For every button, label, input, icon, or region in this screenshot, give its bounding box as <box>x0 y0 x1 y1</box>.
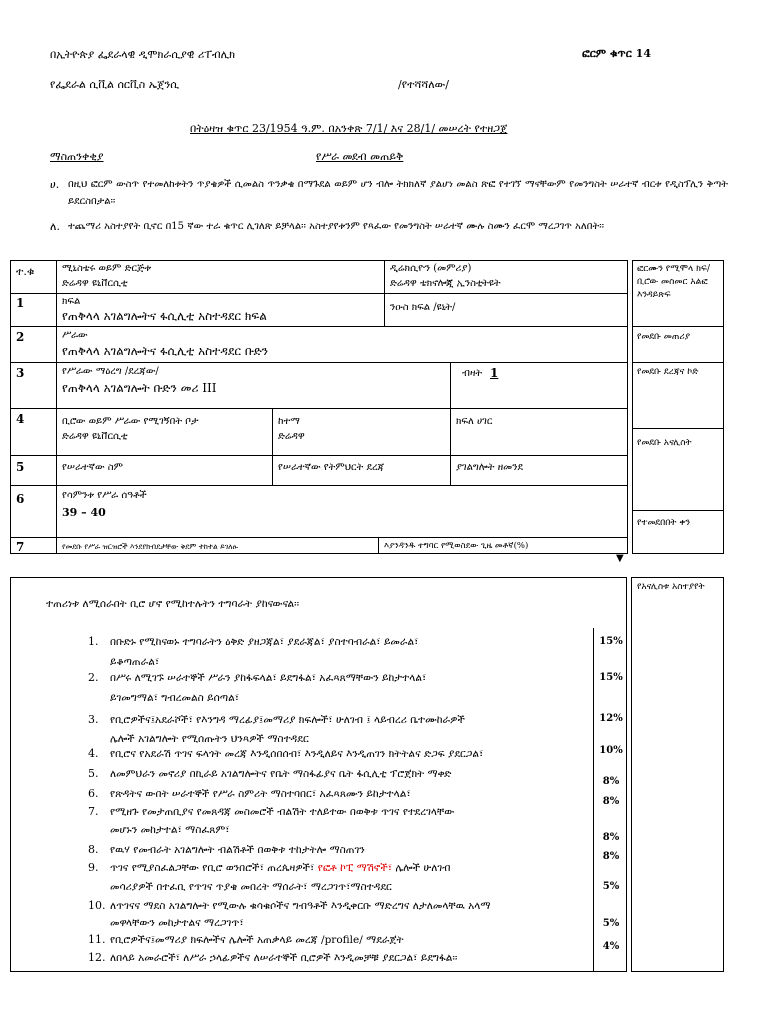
analyst-comment-column <box>631 577 724 972</box>
education-label: የሠራተኛው የትምህርት ደረጃ <box>278 462 385 473</box>
duty-8-percent: 8% <box>602 851 620 862</box>
duty-9-text-a: ጥገና የሚያስፈልጋቸው የቢሮ ወንበሮች፣ ጠረጴዛዎች፣ <box>110 862 315 874</box>
note-a-letter: ሀ. <box>50 178 60 191</box>
form-number: ፎርም ቁጥር 14 <box>582 47 651 60</box>
duty-8-number: 8. <box>88 843 99 856</box>
directorate-label: ዲሬክሲዮን (መምሪያ) <box>390 263 472 274</box>
weekly-hours-value: 39 – 40 <box>62 506 106 519</box>
duty-3-line-2: ሌሎች አገልግሎት የሚሰጡትን ህንጻዎች ማስተዳደር <box>110 733 309 745</box>
section-label: ክፍል <box>62 296 81 307</box>
duty-1-number: 1. <box>88 635 99 648</box>
duty-7-percent: 8% <box>602 832 620 843</box>
duties-header-label: የመደቡ የሥራ ዝርዝሮች እንደየክብደታቸው ቅደም ተከተል ይገለፁ <box>62 542 238 551</box>
city-label: ከተማ <box>278 416 300 427</box>
analyst-comment-label: የአናሊስቱ አስተያየት <box>637 582 705 592</box>
job-grade-value: የጠቅላላ አገልግሎት ቡድን መሪ III <box>62 381 217 395</box>
duties-intro: ተጠሪነቱ ለሚሰራበት ቢሮ ሆኖ የሚከተሉትን ተግባራት ያከናውናል፡፡ <box>46 598 300 610</box>
duty-5-percent: 8% <box>602 776 620 787</box>
continue-arrow-icon: ▼ <box>616 553 624 564</box>
grade-code-label: የመደቡ ደረጃና ኮድ <box>637 367 699 377</box>
duty-2-percent: 15% <box>599 672 623 683</box>
duty-6-number: 6. <box>88 787 99 800</box>
agency-name: የፌደራል ሲቪል ሰርቪስ ኤጀንሲ <box>50 78 180 91</box>
region-label: ክፍለ ሀገር <box>456 416 493 427</box>
location-value: ድሬዳዋ ዩኒቨርሲቲ <box>62 431 128 442</box>
analyst-label: የመደቡ አናሊስት <box>637 438 692 448</box>
duty-3-percent: 12% <box>599 713 623 724</box>
job-grade-label: የሥራው ማዕረግ /ደረጃው/ <box>62 366 159 377</box>
position-title-label: የመደቡ መጠሪያ <box>637 332 691 342</box>
city-value: ድሬዳዋ <box>278 431 305 442</box>
duty-11-line-1: የቢሮዎችና፤መማሪያ ክፍሎችና ሌሎች አጠቃላይ መረጃ /profile/ ማደራጀት <box>110 934 404 946</box>
duty-9-line-2: መሳሪያዎች በተፈቢ የጥገና ጥያቄ መበረት ማሰራት፣ ማረጋገጥ፣ማስተዳደር <box>110 881 392 893</box>
duty-6-percent: 8% <box>602 796 620 807</box>
row-6-number: 6 <box>16 492 25 506</box>
row-1-number: 1 <box>16 296 25 310</box>
ministry-value: ድሬዳዋ ዩኒቨርሲቲ <box>62 278 128 289</box>
location-label: ቢሮው ወይም ሥራው የሚገኝበት ቦታ <box>62 416 199 427</box>
duty-2-line-1: በሥሩ ለሚገኙ ሠራተኞች ሥራን ያከፋፍላል፣ ይደግፋል፣ አፈጻጸማቸውን ይከታተላል፣ <box>110 672 427 684</box>
decree-line: በትዕዛዝ ቁጥር 23/1954 ዓ.ም. በአንቀጽ 7/1/ እና 28/1/ መሠረት የተዘጋጀ <box>190 122 508 135</box>
duty-2-line-2: ይገመግማል፣ ግብረመልስ ይሰጣል፣ <box>110 692 240 704</box>
note-b-letter: ለ. <box>50 220 60 233</box>
duty-1-line-2: ይቆጣጠራል፣ <box>110 656 160 668</box>
duty-5-line-1: ለመምህራን መኖሪያ በኪራይ አገልግሎትና የቤት ማስፋፊያና ቤት ፋሲሊቲ ፕሮጀክት ማቀድ <box>110 768 452 780</box>
duty-12-number: 12. <box>88 951 106 964</box>
job-value: የጠቅላላ አገልግሎትና ፋሲሊቲ አስተዳደር ቡድን <box>62 344 269 358</box>
quantity-label: ብዛት <box>462 368 483 379</box>
duty-12-percent: 4% <box>602 941 620 952</box>
duty-10-line-1: ለጥገናና ማደስ አገልግሎት የሚውሉ ቁሳቁሶችና ግብዓቶች እንዲቀርቡ ማድረግና ለታለመላቸዉ አላማ <box>110 900 491 912</box>
service-years-label: ያገልግሎት ዘመንደ <box>456 462 523 473</box>
weekly-hours-label: የሳምንቱ የሥራ ሰዓቶች <box>62 490 147 501</box>
duty-9-line-1 <box>110 858 585 878</box>
row-4-number: 4 <box>16 412 25 426</box>
duty-1-line-1: በቡድኑ የሚከናወኑ ተግባራትን ዕቅድ ያዘጋጃል፣ ያደራጃል፣ ያስተባብራል፣ ይመራል፣ <box>110 636 419 648</box>
duty-1-percent: 15% <box>599 636 623 647</box>
row-7-number: 7 <box>16 540 25 554</box>
duty-10-line-2: መዋላቸውን መከታተልና ማረጋገጥ፣ <box>110 917 244 929</box>
row-5-number: 5 <box>16 460 25 474</box>
duty-11-number: 11. <box>88 933 106 946</box>
subsection-label: ንዑስ ክፍል /ዩኒት/ <box>390 302 456 313</box>
duty-4-number: 4. <box>88 747 99 760</box>
duty-9-percent: 5% <box>602 881 620 892</box>
duty-9-highlight: የፎቶ ኮፒ ማሽኖች፣ <box>317 862 393 874</box>
assigned-date-label: የተመደበበት ቀን <box>637 518 691 528</box>
row-3-number: 3 <box>16 366 25 380</box>
employee-name-label: የሠራተኛው ስም <box>62 462 123 473</box>
duty-3-line-1: የቢሮዎችና፤አደራሾች፣ የእንግዳ ማረፊያ፤መማሪያ ክፍሎች፣ ሁለገብ ፤ ላይብረሪ ቤተሙከራዎች <box>110 714 465 726</box>
row-2-number: 2 <box>16 330 25 344</box>
duty-2-number: 2. <box>88 671 99 684</box>
org-name-line: በኢትዮጵያ ፌደራላዊ ዲሞክራሲያዊ ሪፐብሊክ <box>50 48 236 61</box>
office-use-note: ፎርሙን የሚሞላ ክፍ/ቢሮው መስመር አልፎ እንዳይጽፍ <box>637 264 710 300</box>
duty-8-line-1: የዉሃ የመብራት አገልግሎት ብልሽቶች በወቅቱ ተከታትሎ ማስጠገን <box>110 844 365 856</box>
duty-9-number: 9. <box>88 861 99 874</box>
job-label: ሥራው <box>62 330 88 341</box>
duty-10-number: 10. <box>88 899 106 912</box>
col-number-header: ተ.ቁ <box>16 265 35 278</box>
warning-label: ማስጠንቀቂያ <box>50 150 104 163</box>
duty-12-line-1: ለበላይ አመራሮች፣ ለሥራ ኃላፊዎችና ለሠራተኞች ቢሮዎች እንዲመቻቹ ያደርጋል፣ ይደግፋል፡፡ <box>110 952 458 964</box>
time-percent-header: እያንዳንዱ ተግባር የሚወስደው ጊዜ መቶኛ(%) <box>384 541 529 551</box>
directorate-value: ድሬዳዋ ቴክኖሎጂ ኢንስቲትዩት <box>390 278 501 289</box>
duty-4-percent: 10% <box>599 745 623 756</box>
duty-6-line-1: የጽዳትና ውበት ሠራተኞች የሥራ ስምሪት ማስተባበር፣ አፈጻጸሙን ይከታተላል፣ <box>110 788 411 800</box>
duty-7-line-1: የሚዘጉ የመታጠቢያና የመጸዳጃ መስመሮች ብልሽት ተለይተው በወቅቱ ጥገና የተደረገላቸው <box>110 806 455 818</box>
duty-7-number: 7. <box>88 805 99 818</box>
ministry-label: ሚኒስቴሩ ወይም ድርጅቱ <box>62 263 152 274</box>
duty-9-text-b: ሌሎች ሁለገብ <box>395 862 451 874</box>
quantity-value: 1 <box>490 366 499 380</box>
questionnaire-title: የሥራ መደብ መጠይቅ <box>316 150 404 163</box>
revised-label: /የተሻሻለው/ <box>398 78 449 91</box>
note-a-text: በዚህ ፎርም ውስጥ የተመለከቱትን ጥያቄዎች ሲመልስ ጥንቃቄ በማጉደል ወይም ሆን ብሎ ትክክለኛ ያልሆነ መልስ ጽፎ የተገኘ ማናቸውም የመንግስት ሠራተኛ ብርቱ የዲስፕሊን ቅጣት ይደርስበታል፡፡ <box>68 179 728 207</box>
duty-3-number: 3. <box>88 713 99 726</box>
duty-5-number: 5. <box>88 767 99 780</box>
duty-10-percent: 5% <box>602 918 620 929</box>
duty-7-line-2: መሆኑን መከታተል፣ ማስፈጸም፣ <box>110 824 230 836</box>
section-value: የጠቅላላ አገልግሎትና ፋሲሊቲ አስተዳደር ክፍል <box>62 309 267 323</box>
duty-4-line-1: የቢሮና የአደራሽ ጥገና ፍላጎት መረጃ እንዲሰበሰብ፣ እንዲለይና እንዲጠገን ክትትልና ድጋፍ ያደርጋል፣ <box>110 748 484 760</box>
note-b-text: ተጨማሪ አስተያየት ቢኖር በ15 ኛው ተራ ቁጥር ሊገለጽ ይቻላል፡፡ አስተያየቱንም የጻፈው የመንግስት ሠራተኛ ሙሉ ስሙን ፈርሞ ማረጋገጥ አለበት፡፡ <box>68 221 604 232</box>
